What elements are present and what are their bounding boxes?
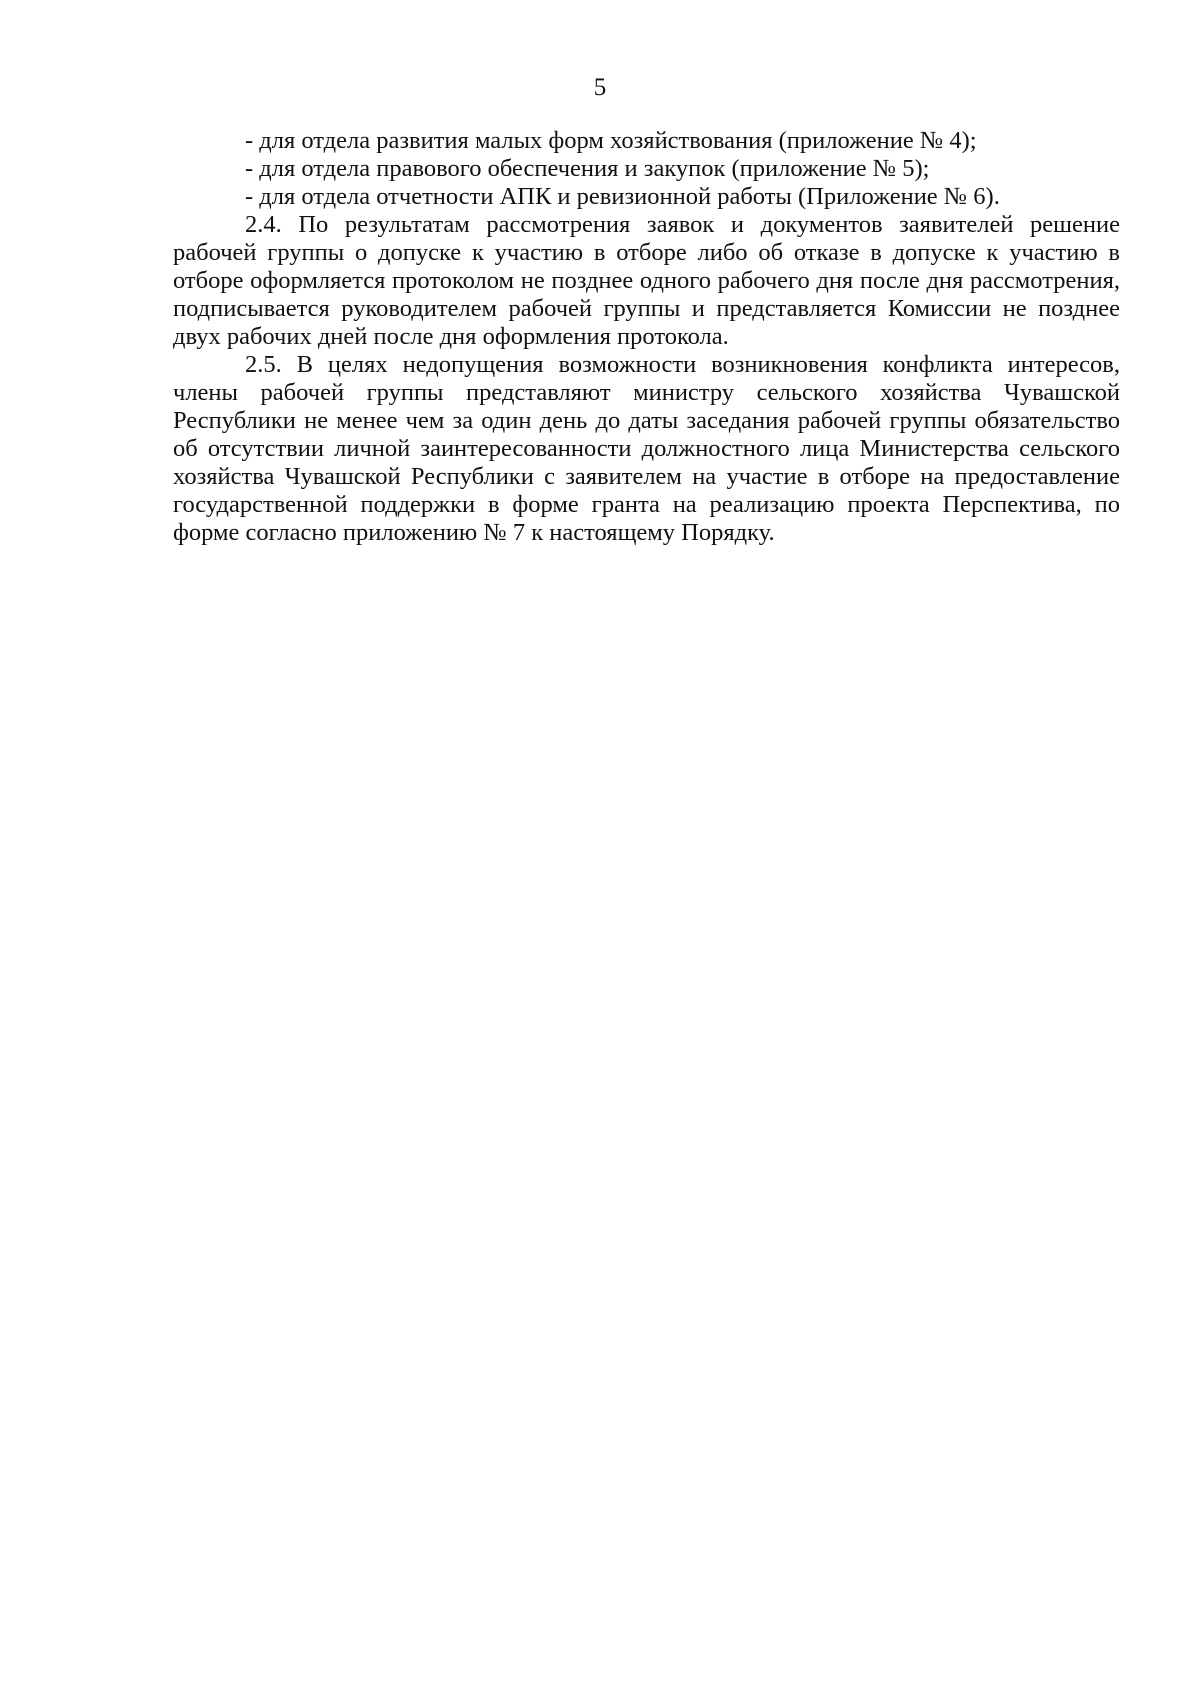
paragraph-2-4: 2.4. По результатам рассмотрения заявок и документов заявителей решение рабочей группы о допуске к участию в отборе либо об отказе в допуске к участию в отборе оформляется протоколом не позднее одного рабочего дня после дня рассмотрения, подписывается руководителем рабочей группы и представляется Комиссии не позднее двух рабочих дней после дня оформления протокола. — [173, 211, 1120, 350]
list-item-appendix-4: - для отдела развития малых форм хозяйствования (приложение № 4); — [245, 127, 977, 154]
document-body — [173, 127, 1120, 547]
page-number: 5 — [593, 74, 607, 101]
paragraph-2-5: 2.5. В целях недопущения возможности возникновения конфликта интересов, члены рабочей группы представляют министру сельского хозяйства Чувашской Республики не менее чем за один день до даты заседания рабочей группы обязательство об отсутствии личной заинтересованности должностного лица Министерства сельского хозяйства Чувашской Республики с заявителем на участие в отборе на предоставление государственной поддержки в форме гранта на реализацию проекта Перспектива, по форме согласно приложению № 7 к настоящему Порядку. — [173, 351, 1120, 546]
list-item-appendix-6: - для отдела отчетности АПК и ревизионной работы (Приложение № 6). — [245, 183, 1000, 210]
list-item-appendix-5: - для отдела правового обеспечения и закупок (приложение № 5); — [245, 155, 930, 182]
